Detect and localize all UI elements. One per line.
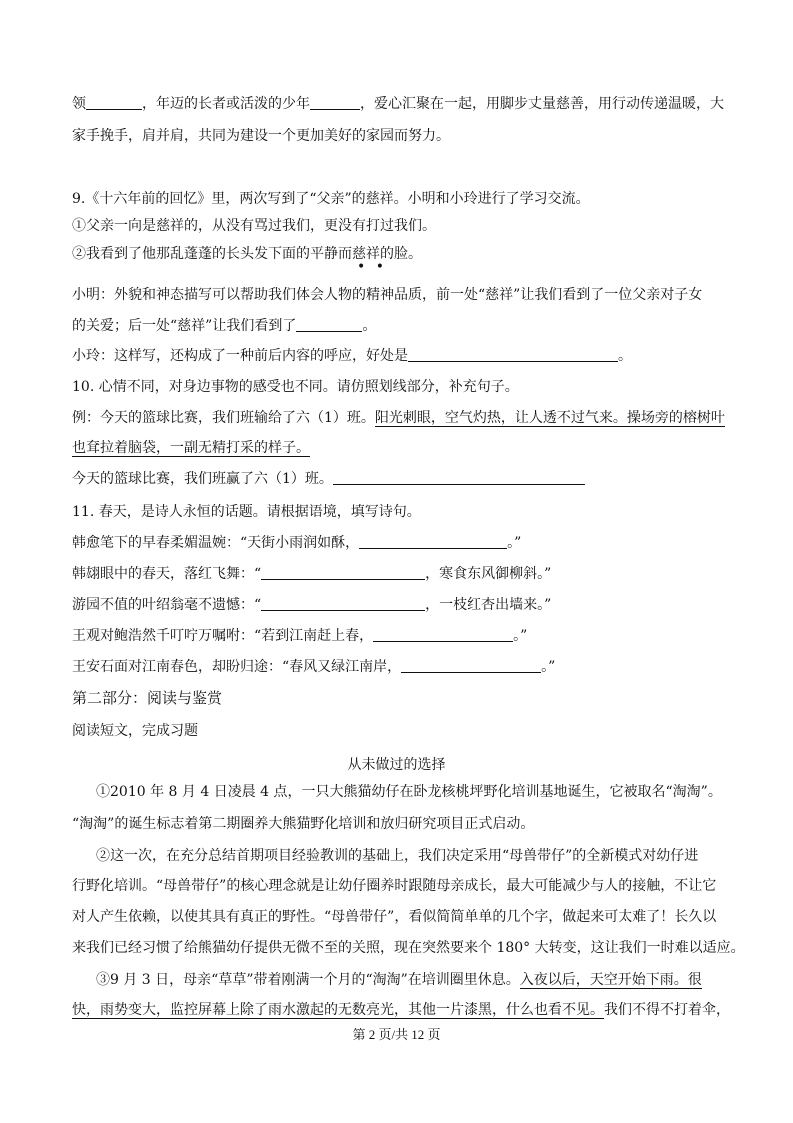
q8-line-1: 领 ，年迈的长者或活泼的少年 ，爱心汇聚在一起，用脚步丈量慈善，用行动传递温暖，大 (72, 96, 724, 112)
emphasis-dots: • • (357, 259, 387, 275)
passage-p2-line-2: 行野化培训。“母兽带仔”的核心理念就是让幼仔圈养时跟随母亲成长，最大可能减少与人的接触，不让它 (72, 878, 717, 894)
q10-example-line-2 (72, 438, 310, 458)
underlined-sentence: 快，雨势变大，监控屏幕上除了雨水激起的无数亮光，其他一片漆黑，什么也看不见。 (72, 1002, 604, 1018)
passage-p1-line-2: “淘淘”的诞生标志着第二期圈养大熊猫野化培训和放归研究项目正式启动。 (72, 816, 535, 832)
answer-blank[interactable] (359, 534, 507, 549)
answer-blank[interactable] (333, 470, 585, 485)
answer-blank[interactable] (408, 347, 618, 362)
answer-blank[interactable] (401, 658, 541, 673)
passage-p2-line-4: 来我们已经习惯了给熊猫幼仔提供无微不至的关照，现在突然要来个 180° 大转变，这让我们一时难以适应。 (72, 940, 745, 956)
q8-line-2: 家手挽手，肩并肩，共同为建设一个更加美好的家园而努力。 (72, 128, 450, 144)
answer-blank[interactable] (373, 627, 513, 642)
q11-line-2: 韩翃眼中的春天，落红飞舞：“ ，寒食东风御柳斜。” (72, 566, 552, 582)
q11-stem: 11. 春天，是诗人永恒的话题。请根据语境，填写诗句。 (72, 504, 421, 520)
passage-p2-line-3: 对人产生依赖，以使其具有真正的野性。“母兽带仔”，看似简简单单的几个字，做起来可太难了！长久以 (72, 909, 717, 925)
underlined-sentence: 入夜以后，天空开始下雨。很 (519, 972, 702, 988)
q11-line-4: 王观对鲍浩然千叮咛万嘱咐：“若到江南赶上春， 。” (72, 628, 528, 644)
q9-xiaoling-line: 小玲：这样写，还构成了一种前后内容的呼应，好处是 。 (72, 348, 632, 364)
answer-blank[interactable] (310, 95, 360, 110)
answer-blank[interactable] (296, 317, 362, 332)
q10-stem: 10. 心情不同，对身边事物的感受也不同。请仿照划线部分，补充句子。 (72, 379, 519, 395)
passage-title: 从未做过的选择 (347, 757, 446, 773)
reading-instruction: 阅读短文，完成习题 (72, 723, 198, 739)
answer-blank[interactable] (261, 596, 425, 611)
answer-blank[interactable] (86, 95, 142, 110)
q11-line-5: 王安石面对江南春色，却盼归途：“春风又绿江南岸， 。” (72, 659, 556, 675)
q10-answer-line: 今天的篮球比赛，我们班赢了六（1）班。 (72, 469, 585, 489)
page-footer: 第 2 页/共 12 页 (352, 1027, 441, 1042)
answer-blank[interactable] (261, 565, 425, 580)
q11-line-3: 游园不值的叶绍翁毫不遗憾：“ ，一枝红杏出墙来。” (72, 597, 552, 613)
q11-line-1: 韩愈笔下的早春柔媚温婉：“天街小雨润如酥， 。” (72, 535, 522, 551)
q9-item-1: ①父亲一向是慈祥的，从没有骂过我们，更没有打过我们。 (72, 218, 436, 234)
underlined-example: 也耷拉着脑袋，一副无精打采的样子。 (72, 440, 310, 456)
q9-xiaoming-line-1: 小明：外貌和神态描写可以帮助我们体会人物的精神品质，前一处“慈祥”让我们看到了一位父亲对子女 (72, 287, 703, 303)
section-heading: 第二部分：阅读与鉴赏 (72, 689, 223, 707)
passage-p1-line-1: ①2010 年 8 月 4 日凌晨 4 点，一只大熊猫幼仔在卧龙核桃坪野化培训基地诞生，它被取名“淘淘”。 (96, 784, 722, 800)
q10-example-line-1: 例：今天的篮球比赛，我们班输给了六（1）班。阳光刺眼，空气灼热，让人透不过气来。操场旁的榕树叶 (72, 410, 725, 426)
q9-xiaoming-line-2: 的关爱；后一处“慈祥”让我们看到了 。 (72, 318, 377, 334)
q9-item-2: ②我看到了他那乱蓬蓬的长头发下面的平静而慈祥的脸。 (72, 246, 422, 262)
passage-p2-line-1: ②这一次，在充分总结首期项目经验教训的基础上，我们决定采用“母兽带仔”的全新模式对幼仔进 (96, 848, 699, 864)
q9-stem: 9.《十六年前的回忆》里，两次写到了“父亲”的慈祥。小明和小玲进行了学习交流。 (72, 191, 590, 207)
underlined-example: 阳光刺眼，空气灼热，让人透不过气来。操场旁的榕树叶 (374, 410, 725, 426)
passage-p3-line-1: ③9 月 3 日，母亲“草草”带着刚满一个月的“淘淘”在培训圈里休息。入夜以后，天空开始下雨。很 (96, 972, 702, 988)
passage-p3-line-2: 快，雨势变大，监控屏幕上除了雨水激起的无数亮光，其他一片漆黑，什么也看不见。我们不得不打着伞， (72, 1002, 730, 1018)
